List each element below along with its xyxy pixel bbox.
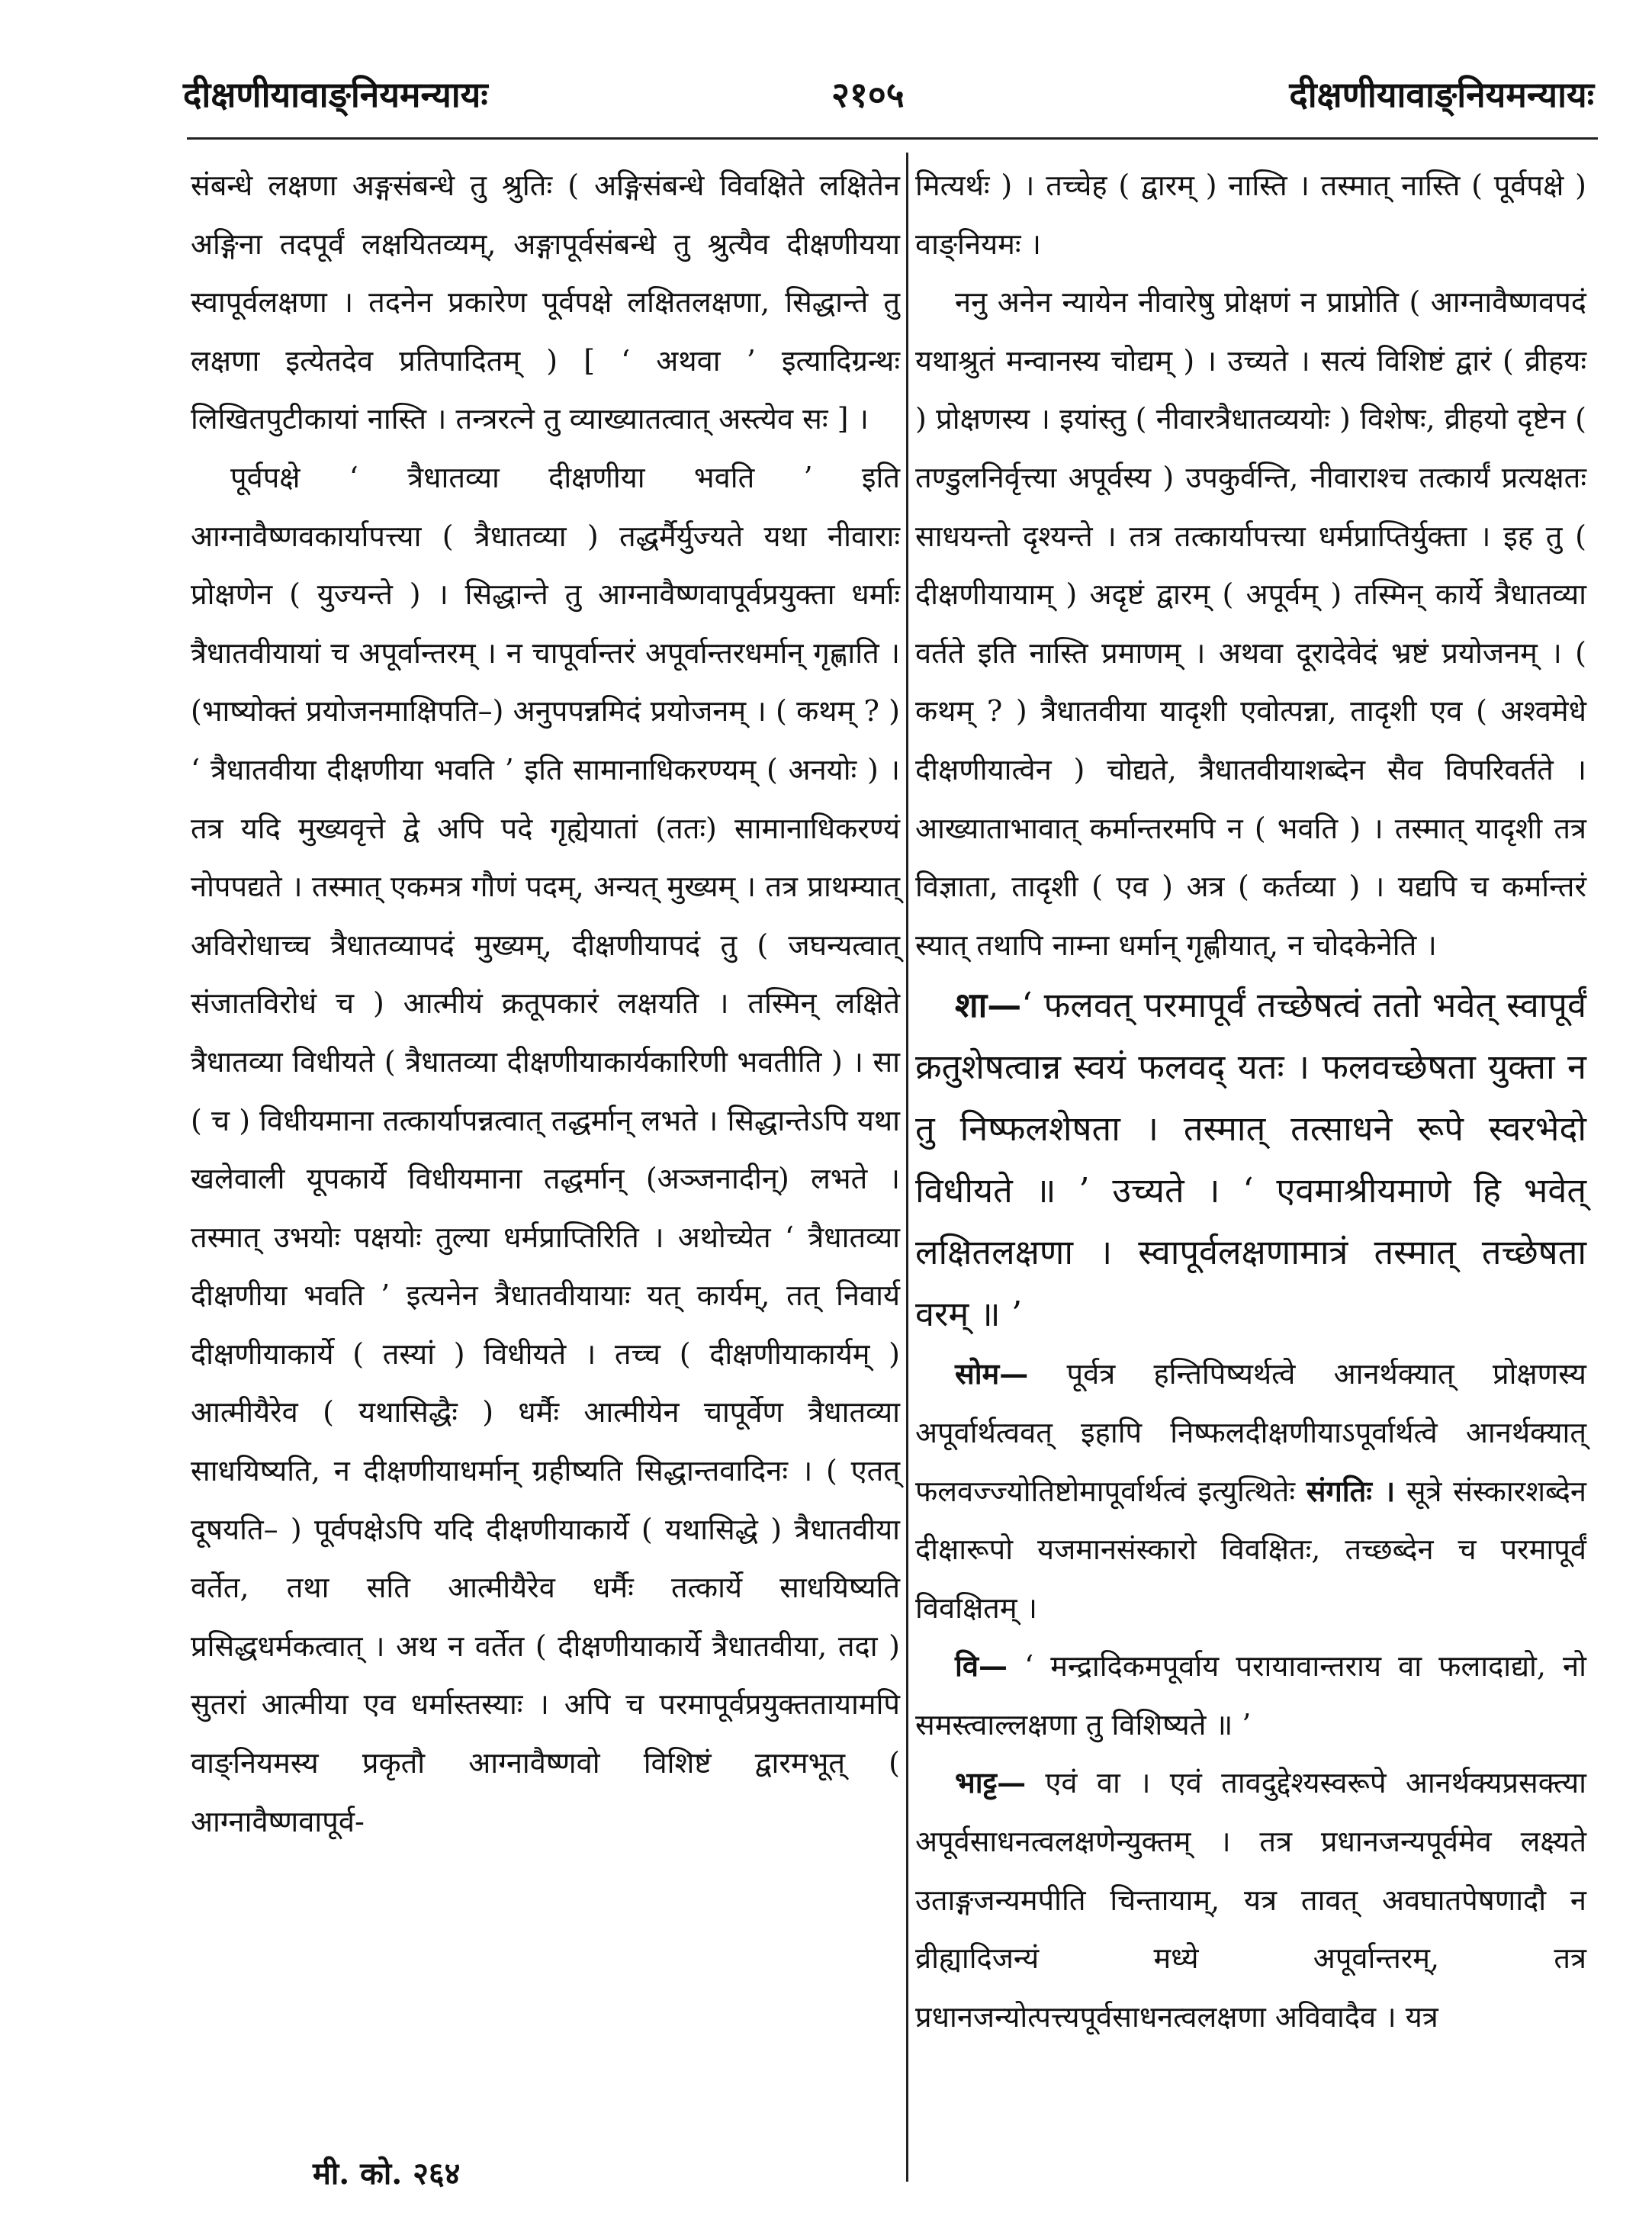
signature-mark: मी. को. २६४ xyxy=(313,2156,461,2192)
column-divider xyxy=(906,153,908,2182)
left-paragraph-1: संबन्धे लक्षणा अङ्गसंबन्धे तु श्रुतिः ( अङ्गिसंबन्धे विवक्षिते लक्षितेन अङ्गिना तदपूर्वं लक्षयितव्यम्, अङ्गापूर्वसंबन्धे तु श्रुत्यैव दीक्षणीयया स्वापूर्वलक्षणा । तदनेन प्रकारेण पूर्वपक्षे लक्षितलक्षणा, सिद्धान्ते तु लक्षणा इत्येतदेव प्रतिपादितम् ) [ ‘ अथवा ’ इत्यादिग्रन्थः लिखितपुटीकायां नास्ति । तन्त्ररत्ने तु व्याख्यातत्वात् अस्त्येव सः ] । xyxy=(191,169,900,436)
sangati-label: संगतिः । xyxy=(1306,1473,1396,1508)
header-rule xyxy=(187,137,1598,140)
vi-text: ‘ मन्द्रादिकमपूर्वाय परायावान्तराय वा फलादाद्यो, नो समस्त्वाल्लक्षणा तु विशिष्यते ॥ ’ xyxy=(915,1649,1586,1742)
vi-label: वि— xyxy=(955,1648,1008,1684)
page-number: २१०५ xyxy=(831,74,905,115)
bhatta-text: एवं वा । एवं तावदुद्देश्यस्वरूपे आनर्थक्यप्रसक्त्या अपूर्वसाधनत्वलक्षणेन्युक्तम् । तत्र प्रधानजन्यपूर्वमेव लक्ष्यते उताङ्गजन्यमपीति चिन्तायाम्, यत्र तावत् अवघातपेषणादौ न व्रीह्यादिजन्यं मध्ये अपूर्वान्तरम्, तत्र प्रधानजन्योत्पत्त्यपूर्वसाधनत्वलक्षणा अविवादैव । यत्र xyxy=(915,1766,1586,2034)
right-column xyxy=(915,156,1586,2046)
running-title-left: दीक्षणीयावाङ्नियमन्यायः xyxy=(183,74,488,115)
soma-text: पूर्वत्र हन्तिपिष्यर्थत्वे आनर्थक्यात् प्रोक्षणस्य अपूर्वार्थत्ववत् इहापि निष्फलदीक्षणीयाऽपूर्वार्थत्वे आनर्थक्यात् फलवज्ज्योतिष्टोमापूर्वार्थत्वं इत्युत्थितेः xyxy=(915,1357,1586,1508)
bhatta-paragraph xyxy=(915,1754,1586,2046)
right-paragraph-2: ननु अनेन न्यायेन नीवारेषु प्रोक्षणं न प्राप्नोति ( आग्नावैष्णवपदं यथाश्रुतं मन्वानस्य चोद्यम् ) । उच्यते । सत्यं विशिष्टं द्वारं ( व्रीहयः ) प्रोक्षणस्य । इयांस्तु ( नीवारत्रैधातव्ययोः ) विशेषः, व्रीहयो दृष्टेन ( तण्डुलनिर्वृत्त्या अपूर्वस्य ) उपकुर्वन्ति, नीवाराश्च तत्कार्यं प्रत्यक्षतः साधयन्तो दृश्यन्ते । तत्र तत्कार्यापत्त्या धर्मप्राप्तिर्युक्ता । इह तु ( दीक्षणीयायाम् ) अदृष्टं द्वारम् ( अपूर्वम् ) तस्मिन् कार्ये त्रैधातव्या वर्तते इति नास्ति प्रमाणम् । अथवा दूरादेवेदं भ्रष्टं प्रयोजनम् । ( कथम् ? ) त्रैधातवीया यादृशी एवोत्पन्ना, तादृशी एव ( अश्वमेधे दीक्षणीयात्वेन ) चोद्यते, त्रैधातवीयाशब्देन सैव विपरिवर्तते । आख्याताभावात् कर्मान्तरमपि न ( भवति ) । तस्मात् यादृशी तत्र विज्ञाता, तादृशी ( एव ) अत्र ( कर्तव्या ) । यद्यपि च कर्मान्तरं स्यात् तथापि नाम्ना धर्मान् गृह्णीयात्, न चोदकेनेति । xyxy=(915,285,1586,962)
soma-paragraph xyxy=(915,1345,1586,1637)
left-column xyxy=(191,156,900,1851)
running-title-right: दीक्षणीयावाङ्नियमन्यायः xyxy=(1289,74,1594,115)
left-paragraph-2: पूर्वपक्षे ‘ त्रैधातव्या दीक्षणीया भवति ’ इति आग्नावैष्णवकार्यापत्त्या ( त्रैधातव्या ) तद्धर्मैर्युज्यते यथा नीवाराः प्रोक्षणेन ( युज्यन्ते ) । सिद्धान्ते तु आग्नावैष्णवापूर्वप्रयुक्ता धर्माः त्रैधातवीयायां च अपूर्वान्तरम् । न चापूर्वान्तरं अपूर्वान्तरधर्मान् गृह्णाति । (भाष्योक्तं प्रयोजनमाक्षिपति–) अनुपपन्नमिदं प्रयोजनम् । ( कथम् ? ) ‘ त्रैधातवीया दीक्षणीया भवति ’ इति सामानाधिकरण्यम् ( अनयोः ) । तत्र यदि मुख्यवृत्ते द्वे अपि पदे गृह्येयातां (ततः) सामानाधिकरण्यं नोपपद्यते । तस्मात् एकमत्र गौणं पदम्, अन्यत् मुख्यम् । तत्र प्राथम्यात् अविरोधाच्च त्रैधातव्यापदं मुख्यम्, दीक्षणीयापदं तु ( जघन्यत्वात् संजातविरोधं च ) आत्मीयं क्रतूपकारं लक्षयति । तस्मिन् लक्षिते त्रैधातव्या विधीयते ( त्रैधातव्या दीक्षणीयाकार्यकारिणी भवतीति ) । सा ( च ) विधीयमाना तत्कार्यापन्नत्वात् तद्धर्मान् लभते । सिद्धान्तेऽपि यथा खलेवाली यूपकार्ये विधीयमाना तद्धर्मान् (अञ्जनादीन्) लभते । तस्मात् उभयोः पक्षयोः तुल्या धर्मप्राप्तिरिति । अथोच्येत ‘ त्रैधातव्या दीक्षणीया भवति ’ इत्यनेन त्रैधातवीयायाः यत् कार्यम्, तत् निवार्य दीक्षणीयाकार्ये ( तस्यां ) विधीयते । तच्च ( दीक्षणीयाकार्यम् ) आत्मीयैरेव ( यथासिद्धैः ) धर्मैः आत्मीयेन चापूर्वेण त्रैधातव्या साधयिष्यति, न दीक्षणीयाधर्मान् ग्रहीष्यति सिद्धान्तवादिनः । ( एतत् दूषयति– ) पूर्वपक्षेऽपि यदि दीक्षणीयाकार्ये ( यथासिद्धे ) त्रैधातवीया वर्तेत, तथा सति आत्मीयैरेव धर्मैः तत्कार्ये साधयिष्यति प्रसिद्धधर्मकत्वात् । अथ न वर्तेत ( दीक्षणीयाकार्ये त्रैधातवीया, तदा ) सुतरां आत्मीया एव धर्मास्तस्याः । अपि च परमापूर्वप्रयुक्ततायामपि वाङ्नियमस्य प्रकृतौ आग्नावैष्णवो विशिष्टं द्वारमभूत् ( आग्नावैष्णवापूर्व- xyxy=(191,460,900,1838)
vi-paragraph xyxy=(915,1637,1586,1754)
sha-label: शा— xyxy=(955,985,1022,1026)
right-paragraph-1: मित्यर्थः ) । तच्चेह ( द्वारम् ) नास्ति । तस्मात् नास्ति ( पूर्वपक्षे ) वाङ्नियमः । xyxy=(915,169,1586,261)
sangati-text: सूत्रे संस्कारशब्देन दीक्षारूपो यजमानसंस्कारो विवक्षितः, तच्छब्देन च परमापूर्वं विवक्षितम् । xyxy=(915,1474,1586,1625)
page-header xyxy=(183,70,1594,131)
soma-label: सोम— xyxy=(955,1356,1029,1391)
bhatta-label: भाट्ट— xyxy=(955,1765,1027,1800)
sha-verse xyxy=(915,974,1586,1345)
sha-text: ‘ फलवत् परमापूर्वं तच्छेषत्वं ततो भवेत् स्वापूर्वं क्रतुशेषत्वान्न स्वयं फलवद् यतः । फलवच्छेषता युक्ता न तु निष्फलशेषता । तस्मात् तत्साधने रूपे स्वरभेदो विधीयते ॥ ’ उच्यते । ‘ एवमाश्रीयमाणे हि भवेत् लक्षितलक्षणा । स्वापूर्वलक्षणामात्रं तस्मात् तच्छेषता वरम् ॥ ’ xyxy=(915,985,1586,1335)
